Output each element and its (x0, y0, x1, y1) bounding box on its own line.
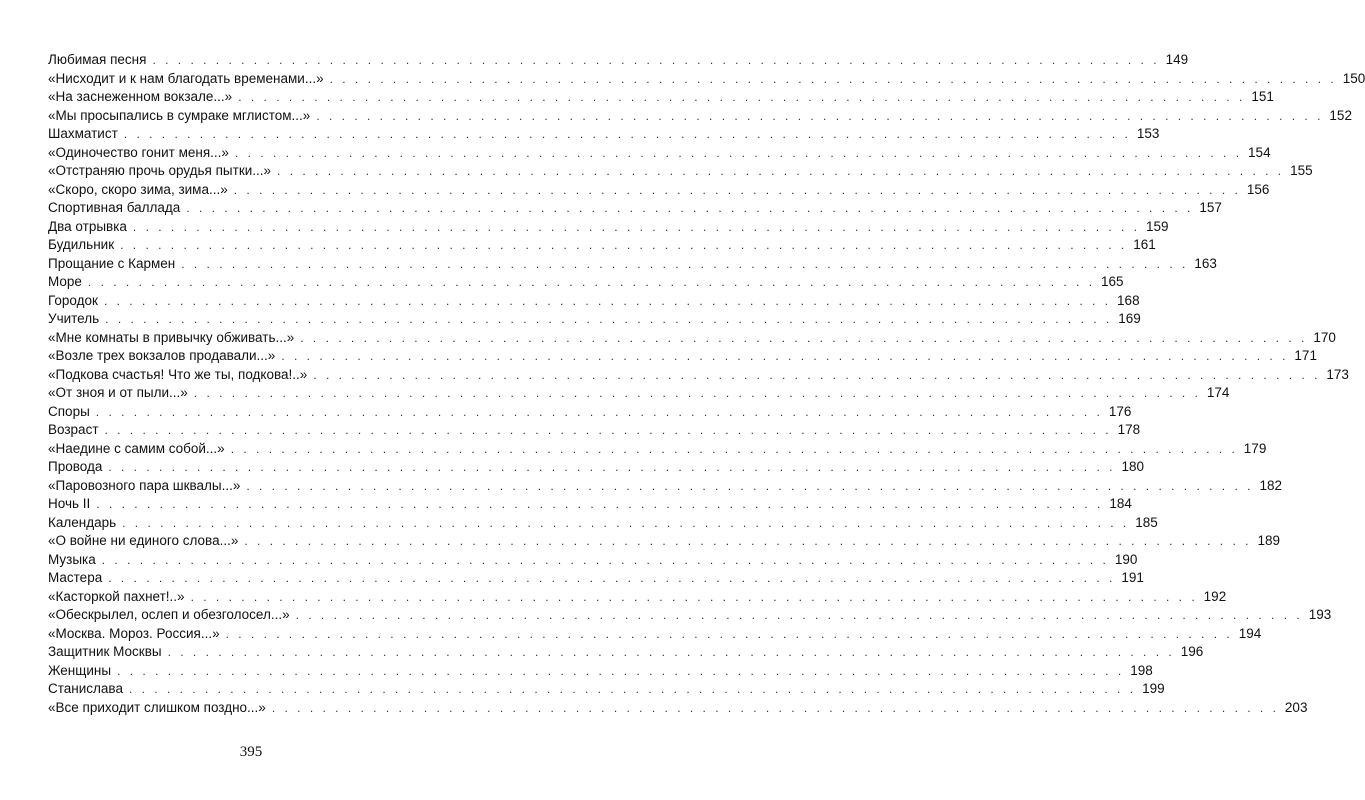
toc-entry-title: Спортивная баллада (48, 200, 181, 215)
toc-entry-page: 203 (1284, 699, 1308, 715)
toc-entry (48, 162, 1313, 181)
toc-entry-page: 171 (1294, 348, 1317, 363)
dot-leader: . . . . . . . . . . . . . . . . . . . . . . . . . . . . . . . . . . . . . . . . . . . . . . . . . . . . . . . . . . . . . . . . . . . . . . . . . . . . . . . . (87, 275, 1096, 289)
toc-entry-title: «Обескрылел, ослеп и обезголосел...» (48, 607, 290, 622)
toc-entry (48, 495, 1132, 514)
dot-leader: . . . . . . . . . . . . . . . . . . . . . . . . . . . . . . . . . . . . . . . . . . . . . . . . . . . . . . . . . . . . . . . . . . . . . . . . . . . . . . . . (105, 312, 1113, 326)
dot-leader: . . . . . . . . . . . . . . . . . . . . . . . . . . . . . . . . . . . . . . . . . . . . . . . . . . . . . . . . . . . . . . . . . . . . . . . . . . . . . . . . (181, 256, 1189, 271)
toc-entry-title: «Скоро, скоро зима, зима...» (48, 181, 228, 197)
toc-entry-title: Женщины (48, 662, 112, 678)
toc-entry (48, 643, 1204, 662)
toc-entry-page: 170 (1313, 329, 1336, 345)
toc-entry-page: 161 (1133, 237, 1156, 252)
toc-entry (48, 477, 1282, 496)
toc-entry (48, 440, 1267, 459)
toc-entry-title: «На заснеженном вокзале...» (48, 89, 233, 104)
toc-entry (48, 680, 1165, 699)
toc-entry-title: «Москва. Мороз. Россия...» (48, 625, 220, 641)
dot-leader: . . . . . . . . . . . . . . . . . . . . . . . . . . . . . . . . . . . . . . . . . . . . . . . . . . . . . . . . . . . . . . . . . . . . . . . . . . . . . . . . (281, 349, 1289, 363)
toc-entry-title: Защитник Москвы (48, 644, 162, 659)
toc-entry (48, 551, 1138, 570)
toc-entry-title: Мастера (48, 570, 103, 585)
dot-leader: . . . . . . . . . . . . . . . . . . . . . . . . . . . . . . . . . . . . . . . . . . . . . . . . . . . . . . . . . . . . . . . . . . . . . . . . . . . . . . . . (104, 423, 1112, 437)
toc-entry-title: «Отстраняю прочь орудья пытки...» (48, 163, 272, 178)
toc-entry (48, 125, 1160, 144)
toc-entry-page: 165 (1101, 274, 1124, 289)
toc-entry-title: «Подкова счастья! Что же ты, подкова!..» (48, 366, 308, 382)
toc-entry-title: «От зноя и от пыли...» (48, 385, 188, 400)
toc-entry-title: Шахматист (48, 126, 118, 141)
dot-leader: . . . . . . . . . . . . . . . . . . . . . . . . . . . . . . . . . . . . . . . . . . . . . . . . . . . . . . . . . . . . . . . . . . . . . . . . . . . . . . . . (132, 219, 1141, 234)
toc-entry-page: 191 (1121, 570, 1144, 585)
toc-entry (48, 199, 1222, 218)
toc-entry-page: 169 (1118, 311, 1141, 326)
toc-entry-page: 199 (1142, 681, 1165, 696)
toc-entry-page: 184 (1109, 496, 1132, 511)
toc-entry-title: Море (48, 274, 82, 289)
toc-entry (48, 292, 1140, 311)
toc-entry (48, 662, 1153, 681)
dot-leader: . . . . . . . . . . . . . . . . . . . . . . . . . . . . . . . . . . . . . . . . . . . . . . . . . . . . . . . . . . . . . . . . . . . . . . . . . . . . . . . . (101, 552, 1109, 567)
dot-leader: . . . . . . . . . . . . . . . . . . . . . . . . . . . . . . . . . . . . . . . . . . . . . . . . . . . . . . . . . . . . . . . . . . . . . . . . . . . . . . . . (167, 645, 1175, 659)
toc-entry (48, 88, 1274, 107)
toc-entry-page: 198 (1130, 662, 1153, 678)
dot-leader: . . . . . . . . . . . . . . . . . . . . . . . . . . . . . . . . . . . . . . . . . . . . . . . . . . . . . . . . . . . . . . . . . . . . . . . . . . . . . . . . (108, 571, 1116, 585)
toc-entry (48, 310, 1141, 329)
toc-entry-page: 194 (1238, 625, 1262, 641)
toc-entry-title: «Касторкой пахнет!..» (48, 588, 185, 604)
dot-leader: . . . . . . . . . . . . . . . . . . . . . . . . . . . . . . . . . . . . . . . . . . . . . . . . . . . . . . . . . . . . . . . . . . . . . . . . . . . . . . . . (123, 127, 1131, 141)
toc-entry-page: 153 (1136, 126, 1160, 141)
toc-entry-page: 168 (1117, 292, 1140, 308)
toc-entry (48, 514, 1158, 533)
dot-leader: . . . . . . . . . . . . . . . . . . . . . . . . . . . . . . . . . . . . . . . . . . . . . . . . . . . . . . . . . . . . . . . . . . . . . . . . . . . . . . . . (225, 626, 1233, 641)
toc-entry (48, 218, 1169, 237)
toc-entry-page: 176 (1108, 403, 1132, 419)
toc-entry-page: 151 (1251, 89, 1274, 104)
toc-entry-title: Учитель (48, 311, 100, 326)
toc-entry-title: Станислава (48, 681, 123, 696)
dot-leader: . . . . . . . . . . . . . . . . . . . . . . . . . . . . . . . . . . . . . . . . . . . . . . . . . . . . . . . . . . . . . . . . . . . . . . . . . . . . . . . . (120, 238, 1128, 252)
toc-entry-title: Два отрывка (48, 218, 127, 234)
toc-entry-title: «Мы просыпались в сумраке мглистом...» (48, 107, 311, 123)
page-number: 395 (239, 744, 263, 760)
toc-entry-title: Любимая песня (48, 52, 147, 67)
toc-entry (48, 107, 1352, 126)
dot-leader: . . . . . . . . . . . . . . . . . . . . . . . . . . . . . . . . . . . . . . . . . . . . . . . . . . . . . . . . . . . . . . . . . . . . . . . . . . . . . . . . (244, 534, 1252, 548)
toc-entry (48, 255, 1217, 274)
toc-entry-title: «Возле трех вокзалов продавали...» (48, 348, 276, 363)
toc-entry-page: 163 (1194, 255, 1217, 271)
toc-entry-title: «Паровозного пара шквалы...» (48, 477, 241, 493)
toc-entry-page: 179 (1243, 440, 1267, 456)
toc-entry-title: «Наедине с самим собой...» (48, 440, 225, 456)
toc-entry-page: 192 (1203, 588, 1227, 604)
toc-entry-page: 180 (1121, 459, 1144, 474)
toc-entry-page: 193 (1308, 607, 1332, 622)
toc-entry (48, 606, 1332, 625)
dot-leader: . . . . . . . . . . . . . . . . . . . . . . . . . . . . . . . . . . . . . . . . . . . . . . . . . . . . . . . . . . . . . . . . . . . . . . . . . . . . . . . . (277, 164, 1285, 178)
toc-entry-page: 196 (1180, 644, 1204, 659)
toc-entry-page: 150 (1342, 70, 1365, 86)
dot-leader: . . . . . . . . . . . . . . . . . . . . . . . . . . . . . . . . . . . . . . . . . . . . . . . . . . . . . . . . . . . . . . . . . . . . . . . . . . . . . . . . (117, 663, 1125, 678)
dot-leader: . . . . . . . . . . . . . . . . . . . . . . . . . . . . . . . . . . . . . . . . . . . . . . . . . . . . . . . . . . . . . . . . . . . . . . . . . . . . . . . . (233, 182, 1241, 197)
toc-entry-title: Календарь (48, 514, 117, 530)
dot-leader: . . . . . . . . . . . . . . . . . . . . . . . . . . . . . . . . . . . . . . . . . . . . . . . . . . . . . . . . . . . . . . . . . . . . . . . . . . . . . . . . (193, 386, 1201, 400)
dot-leader: . . . . . . . . . . . . . . . . . . . . . . . . . . . . . . . . . . . . . . . . . . . . . . . . . . . . . . . . . . . . . . . . . . . . . . . . . . . . . . . . (300, 330, 1308, 345)
toc-entry-title: Споры (48, 403, 90, 419)
toc-entry (48, 569, 1144, 588)
dot-leader: . . . . . . . . . . . . . . . . . . . . . . . . . . . . . . . . . . . . . . . . . . . . . . . . . . . . . . . . . . . . . . . . . . . . . . . . . . . . . . . . (190, 589, 1198, 604)
toc-entry-page: 152 (1329, 107, 1352, 123)
toc-entry-page: 159 (1146, 218, 1169, 234)
toc-entry-page: 189 (1257, 533, 1280, 548)
toc-entry (48, 403, 1132, 422)
toc-entry (48, 181, 1270, 200)
dot-leader: . . . . . . . . . . . . . . . . . . . . . . . . . . . . . . . . . . . . . . . . . . . . . . . . . . . . . . . . . . . . . . . . . . . . . . . . . . . . . . . . (122, 515, 1130, 530)
toc-entry (48, 532, 1280, 551)
dot-leader: . . . . . . . . . . . . . . . . . . . . . . . . . . . . . . . . . . . . . . . . . . . . . . . . . . . . . . . . . . . . . . . . . . . . . . . . . . . . . . . . (152, 53, 1160, 67)
toc-entry-title: «Мне комнаты в привычку обживать...» (48, 329, 295, 345)
dot-leader: . . . . . . . . . . . . . . . . . . . . . . . . . . . . . . . . . . . . . . . . . . . . . . . . . . . . . . . . . . . . . . . . . . . . . . . . . . . . . . . . (108, 460, 1116, 474)
toc-entry-page: 178 (1117, 422, 1141, 437)
toc-entry (48, 366, 1349, 385)
toc-entry-title: «Все приходит слишком поздно...» (48, 699, 266, 715)
toc-entry (48, 70, 1365, 89)
toc-entry-page: 156 (1246, 181, 1270, 197)
toc-entry-title: Возраст (48, 422, 99, 437)
toc-entry-title: «О войне ни единого слова...» (48, 533, 239, 548)
toc-entry-title: Музыка (48, 551, 96, 567)
toc-entry-page: 173 (1326, 366, 1349, 382)
toc-entry-page: 190 (1114, 551, 1138, 567)
toc-entry (48, 144, 1271, 163)
toc-entry-title: Ночь II (48, 496, 91, 511)
toc-entry-title: «Нисходит и к нам благодать временами...» (48, 70, 324, 86)
dot-leader: . . . . . . . . . . . . . . . . . . . . . . . . . . . . . . . . . . . . . . . . . . . . . . . . . . . . . . . . . . . . . . . . . . . . . . . . . . . . . . . . (271, 700, 1279, 715)
dot-leader: . . . . . . . . . . . . . . . . . . . . . . . . . . . . . . . . . . . . . . . . . . . . . . . . . . . . . . . . . . . . . . . . . . . . . . . . . . . . . . . . (230, 441, 1238, 456)
toc-entry-title: Будильник (48, 237, 115, 252)
toc-entry-page: 174 (1206, 385, 1230, 400)
dot-leader: . . . . . . . . . . . . . . . . . . . . . . . . . . . . . . . . . . . . . . . . . . . . . . . . . . . . . . . . . . . . . . . . . . . . . . . . . . . . . . . . (313, 367, 1321, 382)
toc-entry-page: 149 (1165, 52, 1189, 67)
toc-entry-title: «Одиночество гонит меня...» (48, 144, 229, 160)
toc-entry-title: Провода (48, 459, 103, 474)
dot-leader: . . . . . . . . . . . . . . . . . . . . . . . . . . . . . . . . . . . . . . . . . . . . . . . . . . . . . . . . . . . . . . . . . . . . . . . . . . . . . . . . (316, 108, 1324, 123)
toc-entry (48, 699, 1308, 718)
toc-entry (48, 588, 1227, 607)
toc-entry (48, 421, 1141, 440)
toc-entry-title: Городок (48, 292, 98, 308)
dot-leader: . . . . . . . . . . . . . . . . . . . . . . . . . . . . . . . . . . . . . . . . . . . . . . . . . . . . . . . . . . . . . . . . . . . . . . . . . . . . . . . . (96, 497, 1104, 511)
dot-leader: . . . . . . . . . . . . . . . . . . . . . . . . . . . . . . . . . . . . . . . . . . . . . . . . . . . . . . . . . . . . . . . . . . . . . . . . . . . . . . . . (128, 682, 1137, 696)
toc-entry (48, 625, 1262, 644)
toc-entry (48, 51, 1189, 70)
toc-entry (48, 458, 1144, 477)
dot-leader: . . . . . . . . . . . . . . . . . . . . . . . . . . . . . . . . . . . . . . . . . . . . . . . . . . . . . . . . . . . . . . . . . . . . . . . . . . . . . . . . (295, 608, 1303, 622)
table-of-contents (48, 51, 1365, 717)
toc-entry (48, 236, 1156, 255)
dot-leader: . . . . . . . . . . . . . . . . . . . . . . . . . . . . . . . . . . . . . . . . . . . . . . . . . . . . . . . . . . . . . . . . . . . . . . . . . . . . . . . . (329, 71, 1337, 86)
dot-leader: . . . . . . . . . . . . . . . . . . . . . . . . . . . . . . . . . . . . . . . . . . . . . . . . . . . . . . . . . . . . . . . . . . . . . . . . . . . . . . . . (234, 145, 1243, 160)
dot-leader: . . . . . . . . . . . . . . . . . . . . . . . . . . . . . . . . . . . . . . . . . . . . . . . . . . . . . . . . . . . . . . . . . . . . . . . . . . . . . . . . (103, 293, 1112, 308)
toc-entry-page: 185 (1135, 514, 1158, 530)
toc-entry (48, 384, 1230, 403)
toc-entry-title: Прощание с Кармен (48, 255, 176, 271)
dot-leader: . . . . . . . . . . . . . . . . . . . . . . . . . . . . . . . . . . . . . . . . . . . . . . . . . . . . . . . . . . . . . . . . . . . . . . . . . . . . . . . . (95, 404, 1103, 419)
toc-entry-page: 157 (1199, 200, 1222, 215)
dot-leader: . . . . . . . . . . . . . . . . . . . . . . . . . . . . . . . . . . . . . . . . . . . . . . . . . . . . . . . . . . . . . . . . . . . . . . . . . . . . . . . . (186, 201, 1194, 215)
dot-leader: . . . . . . . . . . . . . . . . . . . . . . . . . . . . . . . . . . . . . . . . . . . . . . . . . . . . . . . . . . . . . . . . . . . . . . . . . . . . . . . . (246, 478, 1254, 493)
toc-entry (48, 329, 1336, 348)
toc-entry (48, 273, 1124, 292)
toc-entry-page: 155 (1290, 163, 1313, 178)
toc-entry-page: 182 (1259, 477, 1282, 493)
toc-entry-page: 154 (1248, 144, 1271, 160)
toc-entry (48, 347, 1317, 366)
dot-leader: . . . . . . . . . . . . . . . . . . . . . . . . . . . . . . . . . . . . . . . . . . . . . . . . . . . . . . . . . . . . . . . . . . . . . . . . . . . . . . . . (238, 90, 1246, 104)
